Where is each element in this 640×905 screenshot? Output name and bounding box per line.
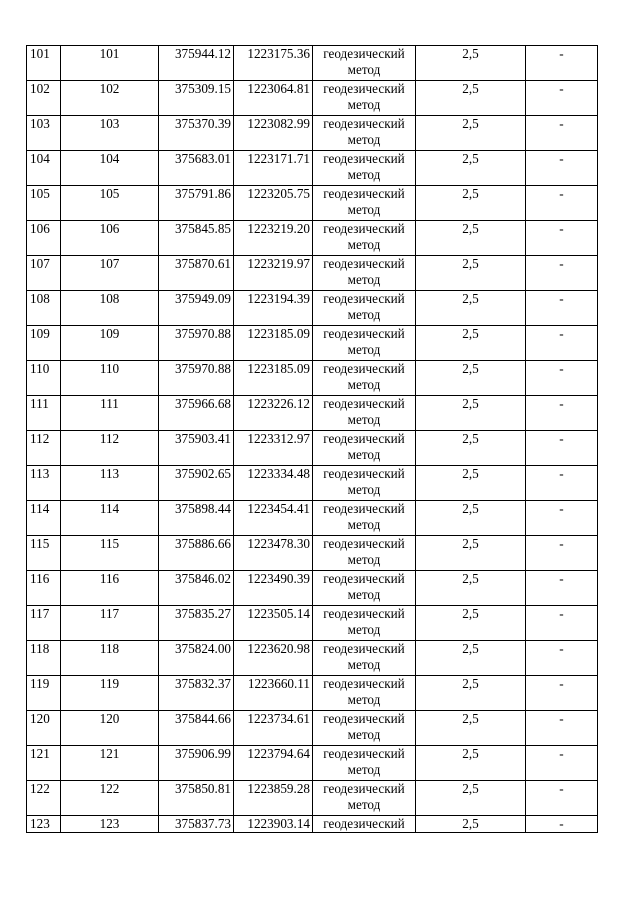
point-id-cell: 117 (61, 606, 159, 641)
method-cell: геодезический метод (313, 711, 416, 746)
x-coordinate-cell: 375309.15 (159, 81, 234, 116)
y-coordinate-cell: 1223219.97 (234, 256, 313, 291)
y-coordinate-cell: 1223185.09 (234, 361, 313, 396)
point-id-cell: 116 (61, 571, 159, 606)
note-cell: - (526, 396, 598, 431)
method-cell: геодезический метод (313, 116, 416, 151)
note-cell: - (526, 151, 598, 186)
y-coordinate-cell: 1223505.14 (234, 606, 313, 641)
x-coordinate-cell: 375850.81 (159, 781, 234, 816)
x-coordinate-cell: 375846.02 (159, 571, 234, 606)
table-row (27, 536, 598, 571)
note-cell: - (526, 256, 598, 291)
point-id-cell: 101 (61, 46, 159, 81)
note-cell: - (526, 781, 598, 816)
accuracy-cell: 2,5 (416, 571, 526, 606)
point-id-cell: 122 (61, 781, 159, 816)
point-id-cell: 118 (61, 641, 159, 676)
point-id-cell: 119 (61, 676, 159, 711)
table-row (27, 641, 598, 676)
x-coordinate-cell: 375949.09 (159, 291, 234, 326)
table-row (27, 46, 598, 81)
table-row (27, 746, 598, 781)
point-id-cell: 113 (61, 466, 159, 501)
x-coordinate-cell: 375837.73 (159, 816, 234, 833)
accuracy-cell: 2,5 (416, 116, 526, 151)
y-coordinate-cell: 1223794.64 (234, 746, 313, 781)
point-number-cell: 111 (27, 396, 61, 431)
point-number-cell: 102 (27, 81, 61, 116)
x-coordinate-cell: 375970.88 (159, 361, 234, 396)
x-coordinate-cell: 375824.00 (159, 641, 234, 676)
point-number-cell: 122 (27, 781, 61, 816)
point-number-cell: 119 (27, 676, 61, 711)
y-coordinate-cell: 1223082.99 (234, 116, 313, 151)
y-coordinate-cell: 1223226.12 (234, 396, 313, 431)
point-number-cell: 123 (27, 816, 61, 833)
accuracy-cell: 2,5 (416, 291, 526, 326)
point-number-cell: 114 (27, 501, 61, 536)
y-coordinate-cell: 1223185.09 (234, 326, 313, 361)
accuracy-cell: 2,5 (416, 501, 526, 536)
table-row (27, 81, 598, 116)
table-row (27, 151, 598, 186)
point-id-cell: 103 (61, 116, 159, 151)
point-number-cell: 105 (27, 186, 61, 221)
table-row (27, 571, 598, 606)
note-cell: - (526, 536, 598, 571)
note-cell: - (526, 81, 598, 116)
method-cell: геодезический метод (313, 676, 416, 711)
point-number-cell: 110 (27, 361, 61, 396)
accuracy-cell: 2,5 (416, 46, 526, 81)
x-coordinate-cell: 375966.68 (159, 396, 234, 431)
y-coordinate-cell: 1223194.39 (234, 291, 313, 326)
table-row (27, 466, 598, 501)
method-cell: геодезический метод (313, 431, 416, 466)
y-coordinate-cell: 1223620.98 (234, 641, 313, 676)
point-id-cell: 107 (61, 256, 159, 291)
method-cell: геодезический метод (313, 46, 416, 81)
method-cell: геодезический метод (313, 396, 416, 431)
accuracy-cell: 2,5 (416, 186, 526, 221)
accuracy-cell: 2,5 (416, 606, 526, 641)
y-coordinate-cell: 1223903.14 (234, 816, 313, 833)
point-number-cell: 107 (27, 256, 61, 291)
method-cell: геодезический метод (313, 186, 416, 221)
x-coordinate-cell: 375944.12 (159, 46, 234, 81)
accuracy-cell: 2,5 (416, 221, 526, 256)
y-coordinate-cell: 1223171.71 (234, 151, 313, 186)
accuracy-cell: 2,5 (416, 256, 526, 291)
point-id-cell: 120 (61, 711, 159, 746)
method-cell: геодезический метод (313, 466, 416, 501)
point-number-cell: 108 (27, 291, 61, 326)
method-cell: геодезический метод (313, 746, 416, 781)
x-coordinate-cell: 375906.99 (159, 746, 234, 781)
note-cell: - (526, 606, 598, 641)
point-id-cell: 111 (61, 396, 159, 431)
point-number-cell: 120 (27, 711, 61, 746)
y-coordinate-cell: 1223490.39 (234, 571, 313, 606)
note-cell: - (526, 816, 598, 833)
table-row (27, 606, 598, 641)
table-row (27, 781, 598, 816)
method-cell: геодезический метод (313, 326, 416, 361)
point-number-cell: 118 (27, 641, 61, 676)
table-row (27, 326, 598, 361)
x-coordinate-cell: 375886.66 (159, 536, 234, 571)
point-id-cell: 121 (61, 746, 159, 781)
note-cell: - (526, 571, 598, 606)
point-number-cell: 121 (27, 746, 61, 781)
note-cell: - (526, 186, 598, 221)
x-coordinate-cell: 375845.85 (159, 221, 234, 256)
accuracy-cell: 2,5 (416, 396, 526, 431)
point-number-cell: 106 (27, 221, 61, 256)
table-row (27, 816, 598, 833)
accuracy-cell: 2,5 (416, 676, 526, 711)
point-id-cell: 112 (61, 431, 159, 466)
accuracy-cell: 2,5 (416, 326, 526, 361)
point-id-cell: 104 (61, 151, 159, 186)
point-id-cell: 123 (61, 816, 159, 833)
point-number-cell: 113 (27, 466, 61, 501)
y-coordinate-cell: 1223064.81 (234, 81, 313, 116)
note-cell: - (526, 221, 598, 256)
accuracy-cell: 2,5 (416, 466, 526, 501)
accuracy-cell: 2,5 (416, 151, 526, 186)
note-cell: - (526, 641, 598, 676)
method-cell: геодезический метод (313, 536, 416, 571)
coordinates-table (26, 45, 598, 833)
method-cell: геодезический метод (313, 606, 416, 641)
method-cell: геодезический метод (313, 256, 416, 291)
point-number-cell: 103 (27, 116, 61, 151)
point-number-cell: 115 (27, 536, 61, 571)
y-coordinate-cell: 1223312.97 (234, 431, 313, 466)
accuracy-cell: 2,5 (416, 81, 526, 116)
x-coordinate-cell: 375832.37 (159, 676, 234, 711)
method-cell: геодезический метод (313, 501, 416, 536)
x-coordinate-cell: 375898.44 (159, 501, 234, 536)
method-cell: геодезический метод (313, 571, 416, 606)
note-cell: - (526, 46, 598, 81)
accuracy-cell: 2,5 (416, 711, 526, 746)
note-cell: - (526, 466, 598, 501)
point-id-cell: 105 (61, 186, 159, 221)
y-coordinate-cell: 1223205.75 (234, 186, 313, 221)
y-coordinate-cell: 1223175.36 (234, 46, 313, 81)
table-row (27, 221, 598, 256)
table-row (27, 711, 598, 746)
x-coordinate-cell: 375844.66 (159, 711, 234, 746)
point-id-cell: 106 (61, 221, 159, 256)
accuracy-cell: 2,5 (416, 361, 526, 396)
accuracy-cell: 2,5 (416, 431, 526, 466)
y-coordinate-cell: 1223334.48 (234, 466, 313, 501)
method-cell: геодезический метод (313, 781, 416, 816)
note-cell: - (526, 746, 598, 781)
note-cell: - (526, 361, 598, 396)
method-cell: геодезический метод (313, 641, 416, 676)
table-row (27, 186, 598, 221)
table-row (27, 396, 598, 431)
y-coordinate-cell: 1223454.41 (234, 501, 313, 536)
point-number-cell: 104 (27, 151, 61, 186)
table-row (27, 431, 598, 466)
accuracy-cell: 2,5 (416, 816, 526, 833)
table-row (27, 116, 598, 151)
accuracy-cell: 2,5 (416, 746, 526, 781)
x-coordinate-cell: 375902.65 (159, 466, 234, 501)
table-row (27, 361, 598, 396)
point-number-cell: 112 (27, 431, 61, 466)
y-coordinate-cell: 1223478.30 (234, 536, 313, 571)
point-id-cell: 102 (61, 81, 159, 116)
point-number-cell: 116 (27, 571, 61, 606)
point-number-cell: 109 (27, 326, 61, 361)
y-coordinate-cell: 1223660.11 (234, 676, 313, 711)
x-coordinate-cell: 375835.27 (159, 606, 234, 641)
y-coordinate-cell: 1223219.20 (234, 221, 313, 256)
method-cell: геодезический (313, 816, 416, 833)
x-coordinate-cell: 375683.01 (159, 151, 234, 186)
x-coordinate-cell: 375791.86 (159, 186, 234, 221)
point-id-cell: 115 (61, 536, 159, 571)
x-coordinate-cell: 375903.41 (159, 431, 234, 466)
x-coordinate-cell: 375870.61 (159, 256, 234, 291)
note-cell: - (526, 431, 598, 466)
point-id-cell: 110 (61, 361, 159, 396)
point-number-cell: 117 (27, 606, 61, 641)
note-cell: - (526, 326, 598, 361)
table-row (27, 256, 598, 291)
table-body (27, 46, 598, 833)
y-coordinate-cell: 1223734.61 (234, 711, 313, 746)
accuracy-cell: 2,5 (416, 641, 526, 676)
y-coordinate-cell: 1223859.28 (234, 781, 313, 816)
accuracy-cell: 2,5 (416, 781, 526, 816)
method-cell: геодезический метод (313, 81, 416, 116)
point-id-cell: 114 (61, 501, 159, 536)
note-cell: - (526, 116, 598, 151)
table-row (27, 676, 598, 711)
method-cell: геодезический метод (313, 361, 416, 396)
note-cell: - (526, 676, 598, 711)
method-cell: геодезический метод (313, 151, 416, 186)
x-coordinate-cell: 375370.39 (159, 116, 234, 151)
note-cell: - (526, 711, 598, 746)
method-cell: геодезический метод (313, 221, 416, 256)
point-id-cell: 109 (61, 326, 159, 361)
point-number-cell: 101 (27, 46, 61, 81)
table-row (27, 501, 598, 536)
point-id-cell: 108 (61, 291, 159, 326)
table-row (27, 291, 598, 326)
accuracy-cell: 2,5 (416, 536, 526, 571)
note-cell: - (526, 501, 598, 536)
x-coordinate-cell: 375970.88 (159, 326, 234, 361)
note-cell: - (526, 291, 598, 326)
method-cell: геодезический метод (313, 291, 416, 326)
